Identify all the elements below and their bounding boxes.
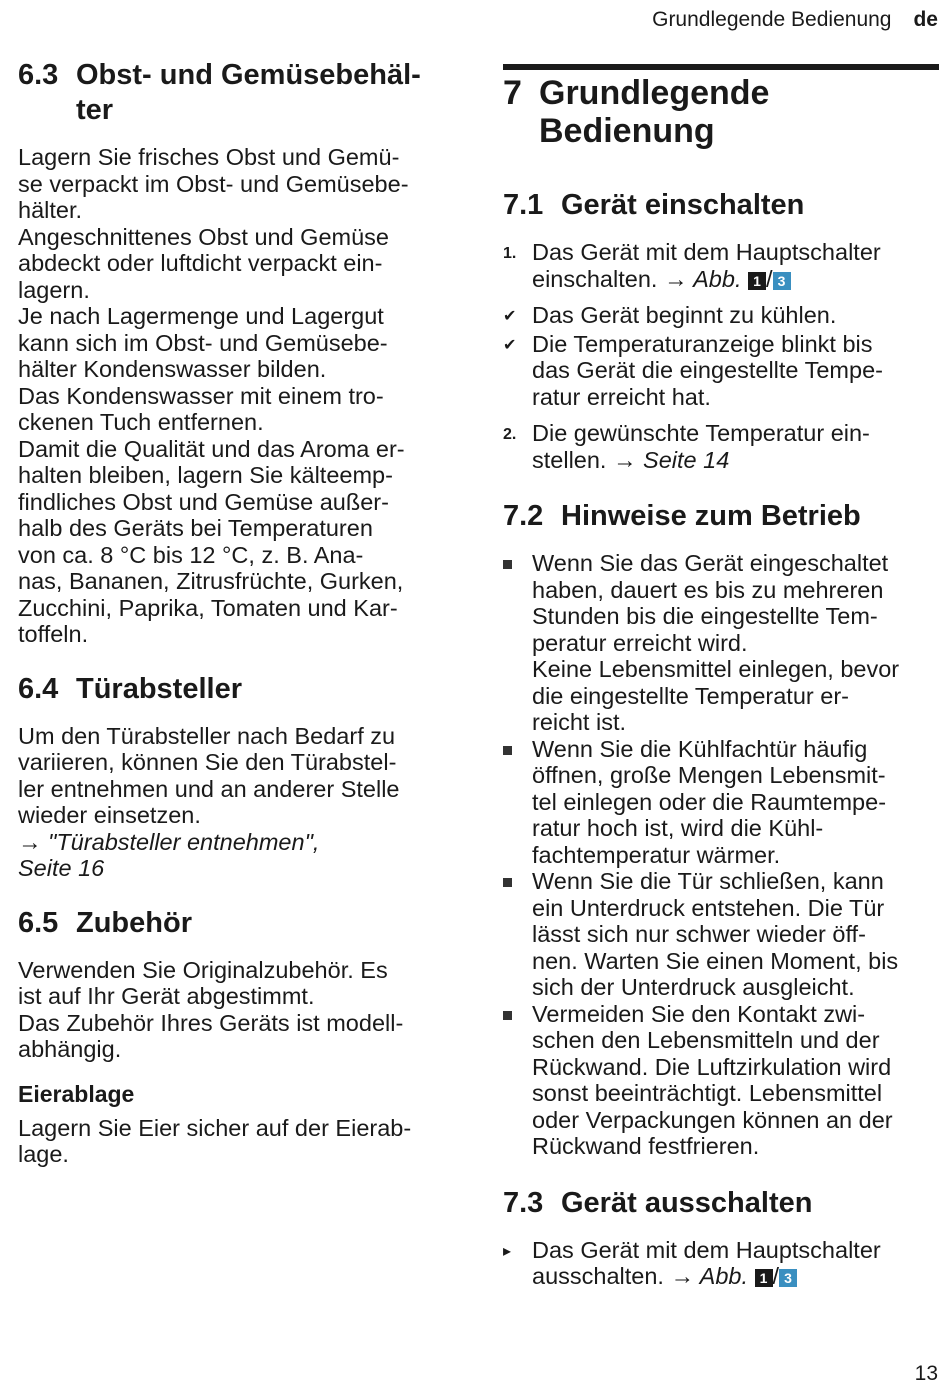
text-line: hälter. <box>18 197 83 223</box>
step-number: 1. <box>503 245 517 262</box>
section-title: Zubehör <box>76 906 192 939</box>
section-heading <box>503 1186 943 1221</box>
text-line: Das Gerät mit dem Hauptschalter <box>532 1236 881 1263</box>
text-line: Das Gerät beginnt zu kühlen. <box>532 302 837 328</box>
title-line: ter <box>76 94 114 126</box>
section-number: 6.4 <box>18 672 59 705</box>
text-line: Rückwand festfrieren. <box>532 1133 760 1159</box>
text-line: Wenn Sie die Kühlfachtür häufig <box>532 735 868 762</box>
text-line: Verwenden Sie Originalzubehör. Es <box>18 956 388 983</box>
abb-label: Abb. <box>693 265 742 292</box>
text-line: ratur hoch ist, wird die Kühl- <box>532 815 824 841</box>
bullet-square-icon <box>503 550 532 736</box>
text-line: tel einlegen oder die Raumtempe- <box>532 788 887 815</box>
text-line: ausschalten. <box>532 1263 664 1289</box>
page-number: 13 <box>914 1362 938 1385</box>
section-7-2 <box>503 499 943 1160</box>
text-line: einschalten. <box>532 265 658 292</box>
list-item <box>503 1237 943 1290</box>
left-column <box>18 58 458 1192</box>
section-heading <box>18 672 458 707</box>
text-line: hälter Kondenswasser bilden. <box>18 356 327 382</box>
chapter-number: 7 <box>503 74 522 112</box>
figure-reference-link[interactable] <box>664 266 791 292</box>
section-title: Hinweise zum Betrieb <box>561 500 861 532</box>
bullet-square-icon <box>503 1001 532 1160</box>
arrow-icon: → <box>18 828 42 855</box>
slash: / <box>766 265 773 292</box>
instruction-list <box>503 1237 943 1290</box>
step-number: 2. <box>503 426 517 443</box>
section-number: 6.5 <box>18 906 59 939</box>
text-line: lässt sich nur schwer wieder öff- <box>532 921 866 947</box>
bullet-square-icon <box>503 736 532 869</box>
section-title: Gerät einschalten <box>561 189 805 221</box>
text-line: Wenn Sie das Gerät eingeschaltet <box>532 550 889 576</box>
check-icon: ✔ <box>503 308 517 325</box>
header-title: Grundlegende Bedienung <box>652 8 892 31</box>
right-column <box>503 72 943 1312</box>
instruction-list <box>503 239 943 473</box>
ref-page: Seite 14 <box>643 446 730 473</box>
text-line: Das Kondenswasser mit einem tro- <box>18 382 384 409</box>
ref-text: "Türabsteller entnehmen", <box>48 828 320 855</box>
text-line: abhängig. <box>18 1036 122 1062</box>
bullet-square-icon <box>503 868 532 1001</box>
list-item <box>503 302 943 331</box>
text-line: nen. Warten Sie einen Moment, bis <box>532 947 899 974</box>
text-line: kann sich im Obst- und Gemüsebe- <box>18 329 388 356</box>
abb-label: Abb. <box>699 1263 748 1289</box>
figure-badge-3: 3 <box>773 272 791 290</box>
text-line: Um den Türabsteller nach Bedarf zu <box>18 722 396 749</box>
text-line: ein Unterdruck entstehen. Die Tür <box>532 894 885 921</box>
list-item <box>503 331 943 411</box>
list-item <box>503 868 943 1001</box>
arrow-icon: → <box>613 446 637 473</box>
text-line: haben, dauert es bis zu mehreren <box>532 576 884 603</box>
text-line: das Gerät die eingestellte Tempe- <box>532 357 883 383</box>
text-line: reicht ist. <box>532 709 627 735</box>
section-6-3 <box>18 58 458 648</box>
text-line: öffnen, große Mengen Lebensmit- <box>532 762 886 788</box>
figure-badge-1: 1 <box>755 1269 773 1287</box>
text-line: von ca. 8 °C bis 12 °C, z. B. Ana- <box>18 541 364 568</box>
figure-badge-1: 1 <box>748 272 766 290</box>
text-line: die eingestellte Temperatur er- <box>532 682 849 709</box>
figure-reference-link[interactable] <box>670 1263 797 1289</box>
section-number: 7.3 <box>503 1186 544 1219</box>
text-line: sonst beeinträchtigt. Lebensmittel <box>532 1080 883 1106</box>
chapter-title <box>539 74 769 150</box>
check-icon: ✔ <box>503 336 517 354</box>
section-heading <box>18 58 458 128</box>
page-reference-link[interactable] <box>613 447 729 473</box>
chapter-heading <box>503 74 943 150</box>
text-line: findliches Obst und Gemüse außer- <box>18 488 389 515</box>
title-line: Bedienung <box>539 112 715 150</box>
text-line: stellen. <box>532 446 607 473</box>
text-line: Keine Lebensmittel einlegen, bevor <box>532 656 900 682</box>
list-item <box>503 239 943 292</box>
section-title: Türabsteller <box>76 672 242 705</box>
subheading-eierablage: Eierablage <box>18 1080 135 1107</box>
section-7-1 <box>503 188 943 473</box>
body-text <box>18 1115 458 1168</box>
text-line: variieren, können Sie den Türabstel- <box>18 749 397 775</box>
section-number: 7.2 <box>503 500 544 532</box>
text-line: lagern. <box>18 276 90 303</box>
triangle-bullet-icon: ▸ <box>503 1242 512 1260</box>
section-heading <box>503 188 943 223</box>
figure-badge-3: 3 <box>779 1269 797 1287</box>
text-line: lage. <box>18 1141 69 1167</box>
text-line: abdeckt oder luftdicht verpackt ein- <box>18 250 383 276</box>
text-line: fachtemperatur wärmer. <box>532 841 781 868</box>
language-code: de <box>913 8 938 31</box>
text-line: toffeln. <box>18 621 89 647</box>
text-line: nas, Bananen, Zitrusfrüchte, Gurken, <box>18 568 404 594</box>
text-line: Lagern Sie frisches Obst und Gemü- <box>18 144 400 170</box>
text-line: Die gewünschte Temperatur ein- <box>532 420 870 446</box>
text-line: peratur erreicht wird. <box>532 629 748 656</box>
text-line: Das Gerät mit dem Hauptschalter <box>532 239 881 265</box>
list-item <box>503 420 943 473</box>
section-number: 6.3 <box>18 59 59 91</box>
text-line: oder Verpackungen können an der <box>532 1106 893 1133</box>
section-number: 7.1 <box>503 189 544 221</box>
hint-list <box>503 550 943 1160</box>
text-line: sich der Unterdruck ausgleicht. <box>532 974 855 1000</box>
text-line: Rückwand. Die Luftzirkulation wird <box>532 1053 892 1080</box>
list-item <box>503 1001 943 1160</box>
text-line: ckenen Tuch entfernen. <box>18 409 264 435</box>
text-line: wieder einsetzen. <box>18 802 201 828</box>
slash: / <box>772 1263 780 1289</box>
body-text <box>18 957 458 1063</box>
text-line: Vermeiden Sie den Kontakt zwi- <box>532 1000 866 1027</box>
text-line: Stunden bis die eingestellte Tem- <box>532 603 878 629</box>
section-6-4 <box>18 672 458 882</box>
section-6-5 <box>18 906 458 1168</box>
text-line: Lagern Sie Eier sicher auf der Eierab- <box>18 1114 412 1141</box>
section-title <box>76 58 421 128</box>
list-item <box>503 736 943 869</box>
text-line: Zucchini, Paprika, Tomaten und Kar- <box>18 594 398 621</box>
title-line: Grundlegende <box>539 74 770 112</box>
text-line: halten bleiben, lagern Sie kälteemp- <box>18 462 393 488</box>
body-text <box>18 723 458 882</box>
section-heading <box>18 906 458 941</box>
text-line: Wenn Sie die Tür schließen, kann <box>532 868 884 894</box>
text-line: se verpackt im Obst- und Gemüsebe- <box>18 170 409 197</box>
text-line: halb des Geräts bei Temperaturen <box>18 515 373 541</box>
text-line: schen den Lebensmitteln und der <box>532 1027 880 1053</box>
text-line: Angeschnittenes Obst und Gemüse <box>18 223 389 250</box>
chapter-rule <box>503 64 939 70</box>
body-text <box>18 144 458 648</box>
section-7-3 <box>503 1186 943 1290</box>
text-line: ratur erreicht hat. <box>532 383 711 410</box>
running-header <box>652 8 938 32</box>
text-line: ler entnehmen und an anderer Stelle <box>18 775 400 802</box>
text-line: Damit die Qualität und das Aroma er- <box>18 435 405 462</box>
list-item <box>503 550 943 736</box>
cross-reference-link[interactable] <box>18 829 319 882</box>
section-title: Gerät ausschalten <box>561 1186 813 1219</box>
title-line: Obst- und Gemüsebehäl- <box>76 59 421 91</box>
text-line: Das Zubehör Ihres Geräts ist modell- <box>18 1009 404 1036</box>
ref-page: Seite 16 <box>18 855 105 881</box>
arrow-icon: → <box>670 1263 694 1289</box>
text-line: Je nach Lagermenge und Lagergut <box>18 303 384 329</box>
text-line: ist auf Ihr Gerät abgestimmt. <box>18 983 315 1009</box>
text-line: Die Temperaturanzeige blinkt bis <box>532 330 873 357</box>
section-heading <box>503 499 943 534</box>
arrow-icon: → <box>663 265 688 292</box>
